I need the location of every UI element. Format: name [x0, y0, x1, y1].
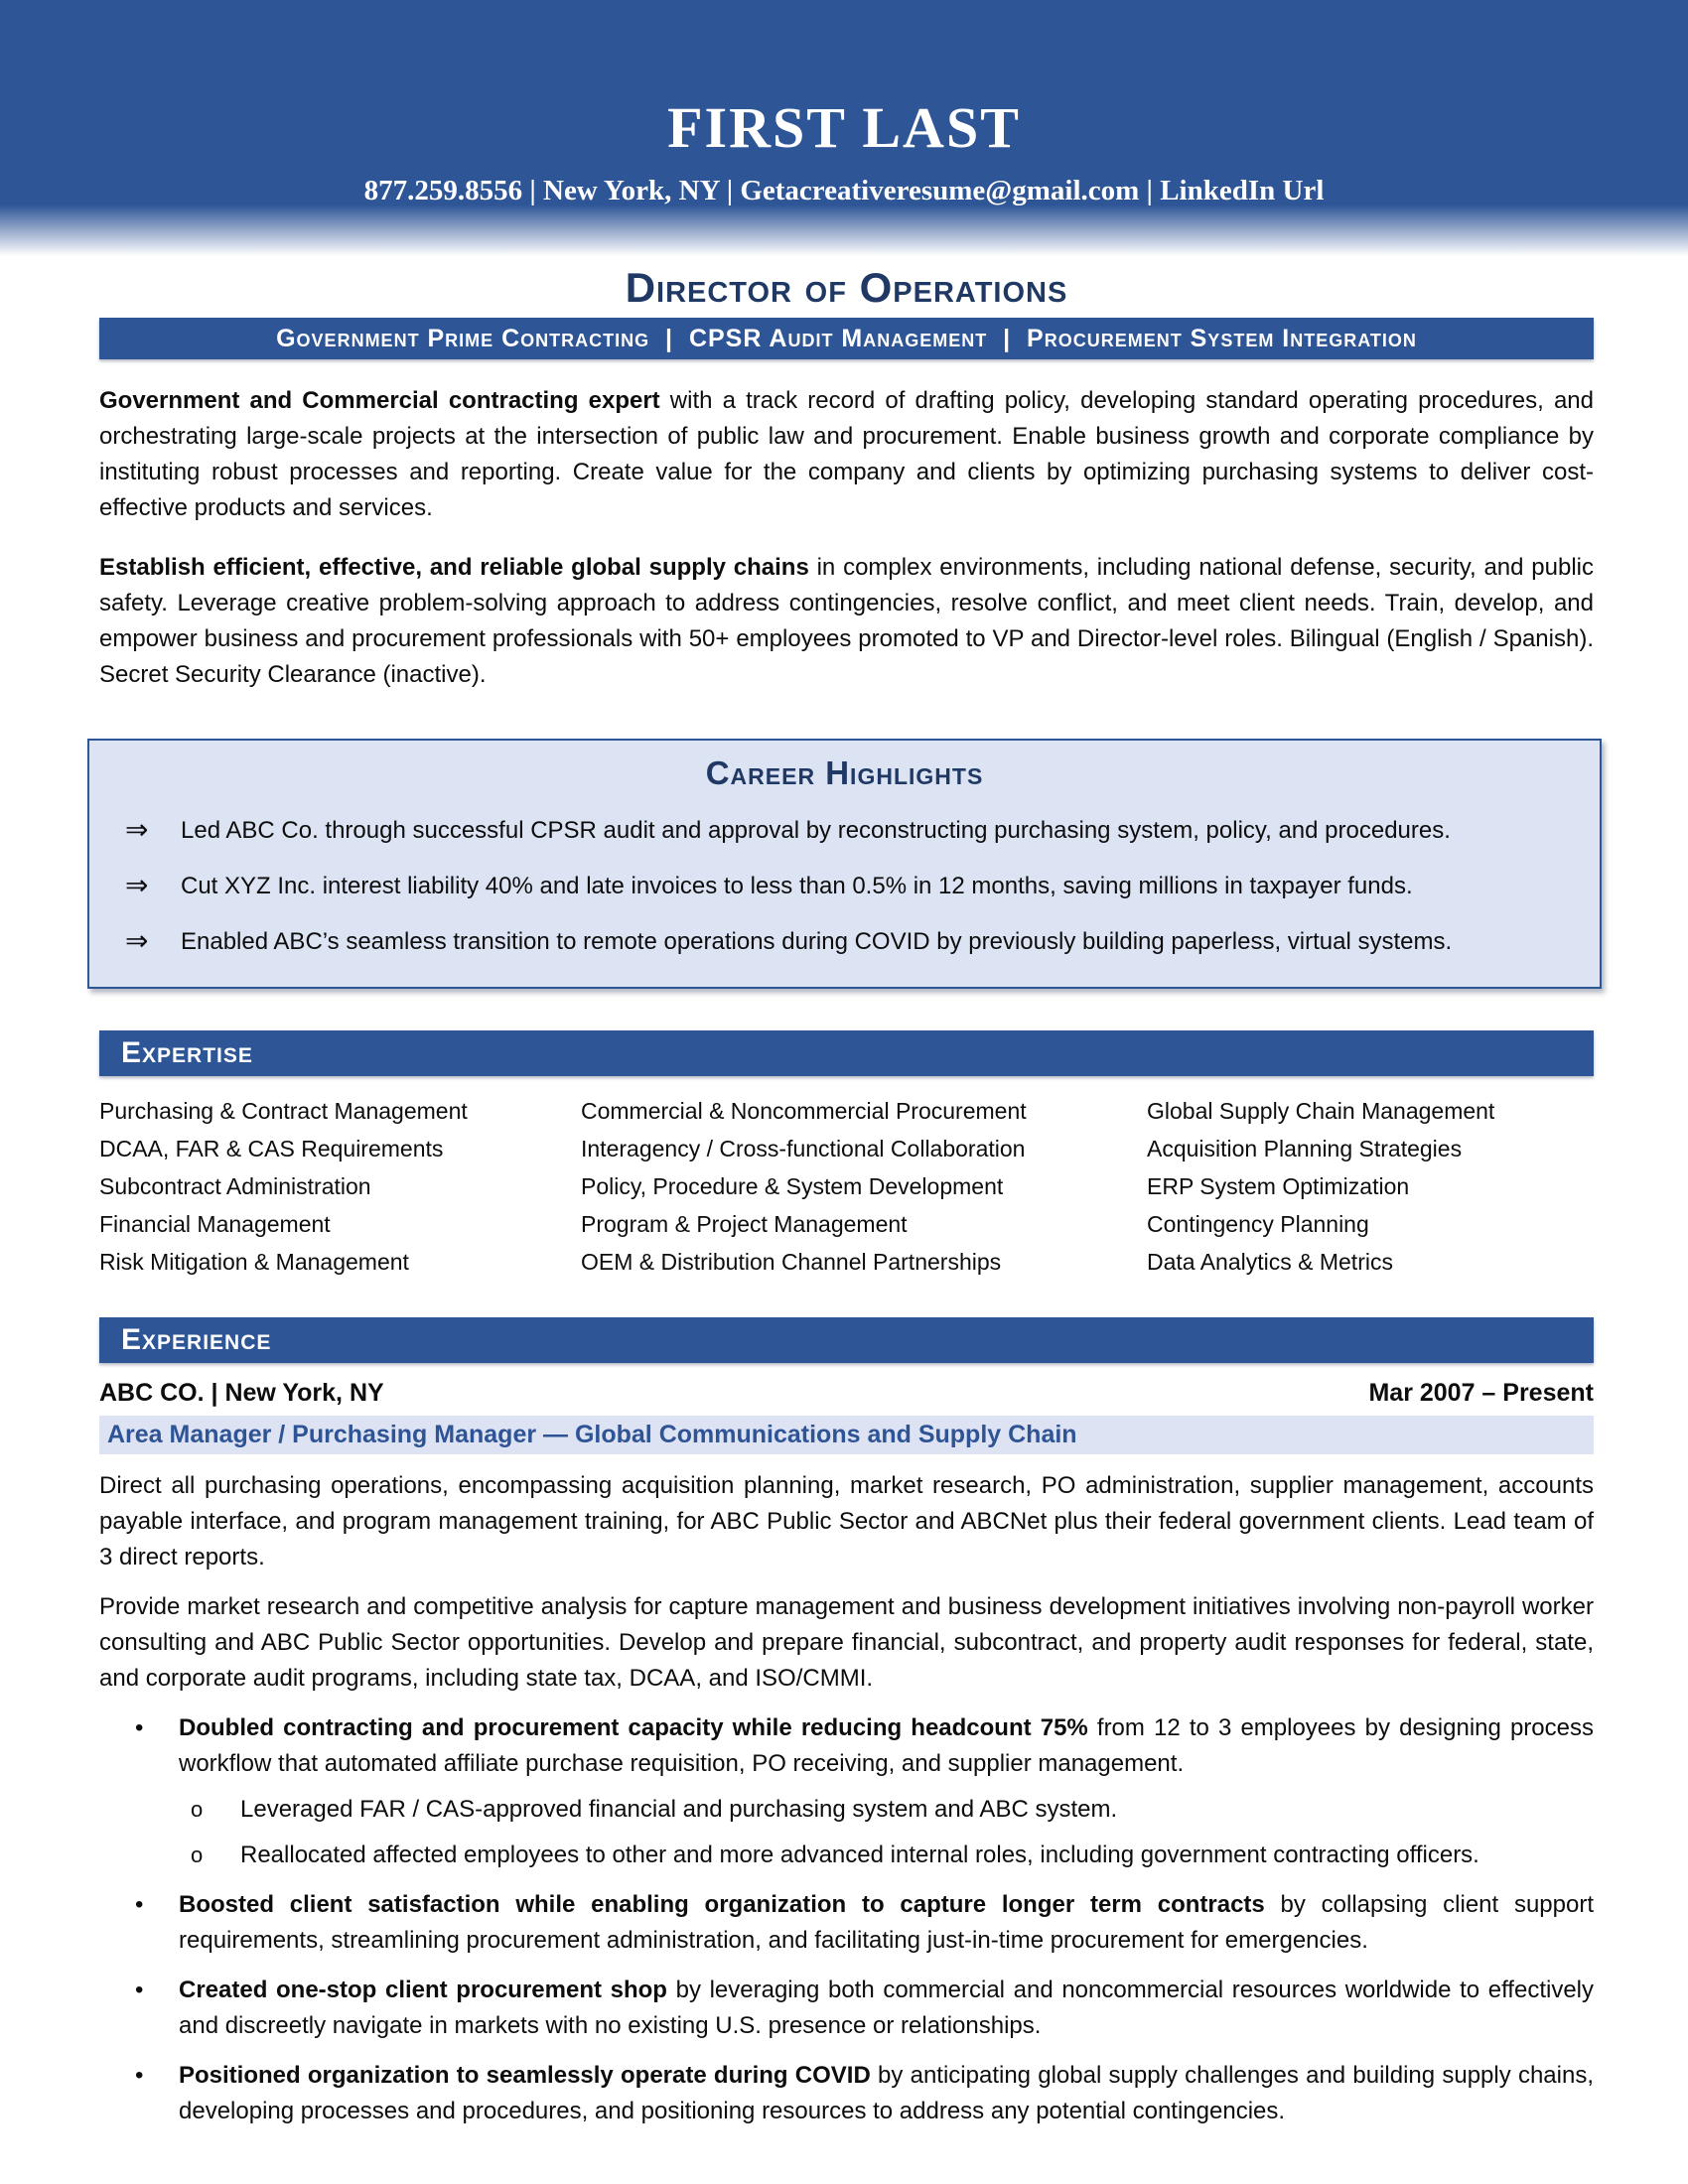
- career-highlights-box: [87, 739, 1602, 989]
- experience-paragraph-1: Direct all purchasing operations, encompassing acquisition planning, market research, PO administration, supplier management, accounts payable interface, and program management training, for ABC Public Sector and ABCNet plus their federal government clients. Lead team of 3 direct reports.: [99, 1472, 1594, 1570]
- experience-bullet: [99, 1887, 1594, 1959]
- contact-line: 877.259.8556 | New York, NY | Getacreativeresume@gmail.com | LinkedIn Url: [363, 175, 1325, 206]
- bullet-lead: Doubled contracting and procurement capacity while reducing headcount 75%: [179, 1714, 1088, 1741]
- highlight-item: [119, 925, 1570, 959]
- bullet-text: [179, 1887, 1594, 1959]
- header-banner: [0, 0, 1688, 256]
- sub-bullet-icon: o: [191, 1797, 204, 1822]
- skill-item: Acquisition Planning Strategies: [1147, 1136, 1463, 1161]
- bullet-lead: Positioned organization to seamlessly operate during COVID: [179, 2062, 871, 2089]
- experience-bullet: [99, 2058, 1594, 2129]
- skill-item: DCAA, FAR & CAS Requirements: [99, 1136, 444, 1161]
- employment-dates: Mar 2007 – Present: [1368, 1379, 1594, 1407]
- summary-1-lead: Government and Commercial contracting expert: [99, 387, 660, 414]
- experience-section-header: Experience: [99, 1317, 1594, 1363]
- experience-sub-bullet: [99, 1838, 1594, 1873]
- skill-item: Commercial & Noncommercial Procurement: [581, 1098, 1027, 1124]
- bullet-lead: Created one-stop client procurement shop: [179, 1977, 667, 2003]
- summary-paragraph-1: [99, 383, 1594, 526]
- experience-paragraph-2: Provide market research and competitive analysis for capture management and business development initiatives involving non-payroll worker consulting and ABC Public Sector opportunities. Develop and prepare financial, subcontract, and property audit responses for federal, state, and corporate audit programs, including state tax, DCAA, and ISO/CMMI.: [99, 1593, 1594, 1692]
- summary-paragraph-2: [99, 550, 1594, 693]
- experience-bullet: [99, 1973, 1594, 2044]
- skill-item: Interagency / Cross-functional Collaboration: [581, 1136, 1026, 1161]
- skill-item: OEM & Distribution Channel Partnerships: [581, 1249, 1002, 1275]
- skill-item: Global Supply Chain Management: [1147, 1098, 1495, 1124]
- expertise-section-header: Expertise: [99, 1030, 1594, 1076]
- bullet-body: from 12 to 3 employees by designing process workflow that automated affiliate purchase requisition, PO receiving, and supplier management.: [179, 1714, 1594, 1777]
- bullet-text: [179, 2058, 1594, 2129]
- skill-item: Risk Mitigation & Management: [99, 1249, 409, 1275]
- bullet-lead: Boosted client satisfaction while enabling organization to capture longer term contracts: [179, 1891, 1265, 1918]
- highlight-item: [119, 870, 1570, 903]
- sub-bullet-icon: o: [191, 1843, 204, 1867]
- skill-item: Data Analytics & Metrics: [1147, 1249, 1393, 1275]
- company-row: [99, 1379, 1594, 1408]
- bullet-body: by anticipating global supply challenges and building supply chains, developing processes and procedures, and positioning resources to address any potential contingencies.: [179, 2062, 1594, 2124]
- experience-bullet: [99, 1710, 1594, 1782]
- double-arrow-icon: ⇒: [125, 925, 149, 956]
- bullet-text: [179, 1973, 1594, 2044]
- bullet-text: [179, 1710, 1594, 1782]
- skill-item: Financial Management: [99, 1211, 331, 1237]
- skill-item: Program & Project Management: [581, 1211, 908, 1237]
- skill-item: ERP System Optimization: [1147, 1173, 1410, 1199]
- summary-1-body: with a track record of drafting policy, developing standard operating procedures, and orchestrating large-scale projects at the intersection of public law and procurement. Enable business growth and corporate compliance by instituting robust processes and reporting. Create value for the company and clients by optimizing purchasing systems to deliver cost-effective products and services.: [99, 387, 1594, 521]
- skill-item: Subcontract Administration: [99, 1173, 371, 1199]
- bullet-body: by leveraging both commercial and noncommercial resources worldwide to effectively and discreetly navigate in markets with no existing U.S. presence or relationships.: [179, 1977, 1595, 2039]
- career-highlights-title: Career Highlights: [705, 754, 984, 791]
- bullet-icon: •: [135, 1891, 144, 1918]
- company-name: ABC CO. | New York, NY: [99, 1379, 384, 1407]
- summary-2-body: in complex environments, including national defense, security, and public safety. Leverage creative problem-solving approach to address contingencies, resolve conflict, and meet client needs. Train, develop, and empower business and procurement professionals with 50+ employees promoted to VP and Director-level roles. Bilingual (English / Spanish). Secret Security Clearance (inactive).: [99, 554, 1594, 688]
- role-title: Director of Operations: [625, 264, 1068, 311]
- job-title-row: Area Manager / Purchasing Manager — Global Communications and Supply Chain: [99, 1416, 1594, 1454]
- skill-item: Contingency Planning: [1147, 1211, 1369, 1237]
- bullet-icon: •: [135, 2062, 144, 2089]
- double-arrow-icon: ⇒: [125, 870, 149, 900]
- candidate-name: FIRST LAST: [667, 95, 1021, 160]
- highlight-text: Led ABC Co. through successful CPSR audit and approval by reconstructing purchasing system, policy, and procedures.: [181, 817, 1451, 844]
- experience-sub-bullet: [99, 1792, 1594, 1828]
- skill-item: Purchasing & Contract Management: [99, 1098, 468, 1124]
- content-column: [99, 264, 1594, 2129]
- skills-grid: [99, 1098, 1594, 1276]
- specialty-bar: Government Prime Contracting | CPSR Audit Management | Procurement System Integration: [99, 318, 1594, 359]
- highlight-text: Cut XYZ Inc. interest liability 40% and late invoices to less than 0.5% in 12 months, saving millions in taxpayer funds.: [181, 873, 1413, 899]
- sub-bullet-text: Leveraged FAR / CAS-approved financial and purchasing system and ABC system.: [240, 1796, 1118, 1823]
- summary-2-lead: Establish efficient, effective, and reliable global supply chains: [99, 554, 809, 581]
- highlight-item: [119, 814, 1570, 848]
- double-arrow-icon: ⇒: [125, 814, 149, 845]
- sub-bullet-text: Reallocated affected employees to other and more advanced internal roles, including government contracting officers.: [240, 1842, 1479, 1868]
- highlight-text: Enabled ABC’s seamless transition to remote operations during COVID by previously building paperless, virtual systems.: [181, 928, 1453, 955]
- bullet-icon: •: [135, 1714, 144, 1741]
- bullet-icon: •: [135, 1977, 144, 2003]
- skill-item: Policy, Procedure & System Development: [581, 1173, 1004, 1199]
- bullet-body: by collapsing client support requirements, streamlining procurement administration, and facilitating just-in-time procurement for emergencies.: [179, 1891, 1594, 1954]
